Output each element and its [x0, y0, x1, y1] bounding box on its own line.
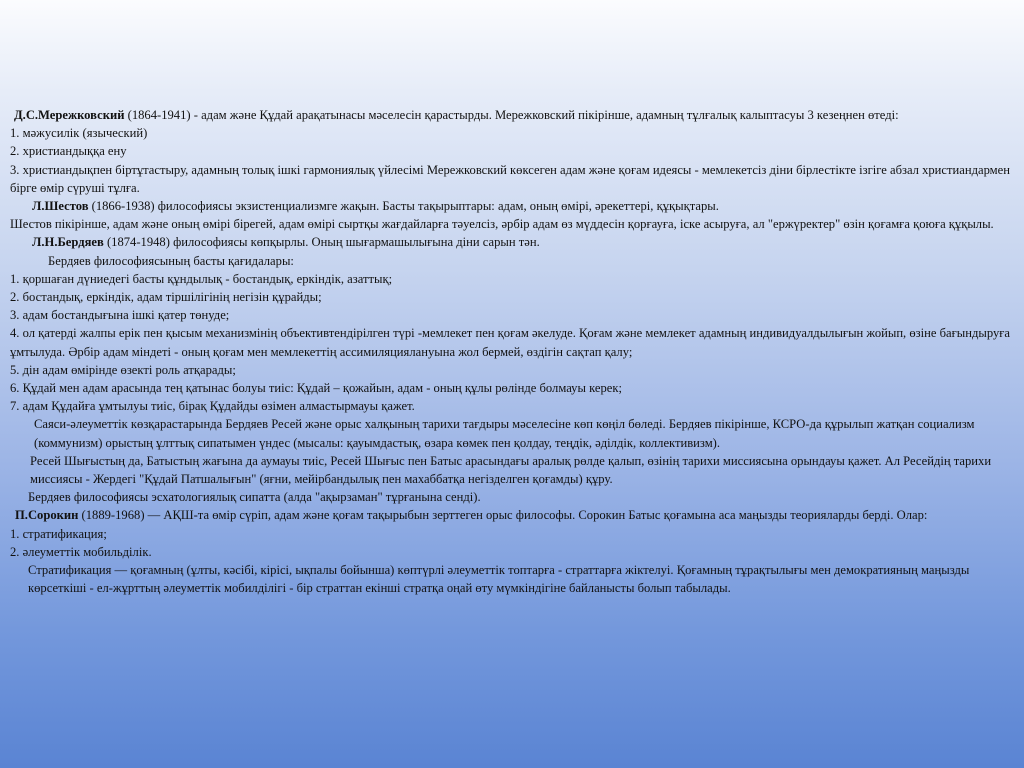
merezhkovsky-paragraph [10, 106, 1016, 124]
list-item: 1. қоршаған дүниедегі басты құндылық - бостандық, еркіндік, азаттық; [10, 271, 393, 286]
berdyaev-paragraph [10, 233, 1016, 251]
list-item: 3. христиандықпен біртұтастыру, адамның толық ішкі гармониялық үйлесімі Мережковский көксеген адам және қоғам идеясы - мемлекетсіз діни бірлестікте ізгіге абзал христиандармен бірге өмір сүруші тұлға. [10, 162, 1010, 195]
list-item: 1. стратификация; [10, 526, 107, 541]
shestov-text: (1866-1938) философиясы экзистенциализмге жақын. Басты тақырыптары: адам, оның өмірі, әрекеттері, құқықтары. [88, 199, 719, 214]
stratification-paragraph: Стратификация — қоғамның (ұлты, кәсібі, кірісі, ықпалы бойынша) көптүрлі әлеуметтік топтарға - страттарға жіктелуі. Қоғамның тұрақтылығы мен демократияның маңызды көрсеткіші - ел-жұрттың әлеуметтік мобилділігі - бір страттан екінші стратқа оңай өту мүмкіндігіне байланысты болып табылады. [28, 563, 970, 596]
merezhkovsky-name: Д.С.Мережковский [14, 108, 125, 122]
merezhkovsky-text: (1864-1941) - адам және Құдай арақатынасы мәселесін қарастырды. Мережковский пікірінше, адамның тұлғалық калыптасуы 3 кезеңнен өтеді: [124, 108, 899, 122]
sorokin-text: (1889-1968) — АҚШ-та өмір сүріп, адам және қоғам тақырыбын зерттеген орыс философы. Сорокин Батыс қоғамына аса маңызды теорияларды берді. Олар: [78, 508, 928, 523]
eschatology-paragraph: Бердяев философиясы эсхатологиялық сипатта (алда "ақырзаман" тұрғанына сенді). [28, 490, 481, 505]
shestov-view-paragraph: Шестов пікірінше, адам және оның өмірі бірегей, адам өмірі сыртқы жағдайларға тәуелсіз, әрбір адам өз мүддесін қорғауға, іске асыруға, ал "ержүректер" өзін қоғамға қоюға құқылы. [10, 217, 994, 232]
list-item: 2. әлеуметтік мобильділік. [10, 544, 152, 559]
shestov-name: Л.Шестов [32, 199, 89, 214]
sorokin-paragraph [10, 506, 1016, 524]
sorokin-name: П.Сорокин [15, 508, 79, 523]
list-item: 1. мәжусилік (язычеcкий) [10, 126, 148, 141]
list-item: 2. бостандық, еркіндік, адам тіршілігінің негізін құрайды; [10, 290, 322, 305]
russia-mission-paragraph: Ресей Шығыстың да, Батыстың жағына да аумауы тиіс, Ресей Шығыс пен Батыс арасындағы аралық рөлде қалып, өзінің тарихи миссиясына орындауы қажет. Ал Ресейдің тарихи миссиясы - Жердегі "Құдай Патшалығын" (яғни, мейірбандылық пен махаббатқа негізделген қоғамды) құру. [30, 453, 992, 487]
list-item: 3. адам бостандығына ішкі қатер төнуде; [10, 308, 230, 323]
list-item: 5. дін адам өмірінде өзекті роль атқарады; [10, 362, 236, 377]
berdyaev-name: Л.Н.Бердяев [32, 235, 104, 250]
list-item: 2. христиандыққа ену [10, 144, 127, 159]
slide-body [10, 106, 1016, 597]
berdyaev-text: (1874-1948) философиясы көпқырлы. Оның шығармашылығына діни сарын тән. [103, 235, 540, 250]
socio-political-paragraph: Саяси-әлеуметтік көзқарастарында Бердяев Ресей және орыс халқының тарихи тағдыры мәселесіне көп көңіл бөледі. Бердяев пікірінше, КСРО-да құрылып жатқан социализм (коммунизм) орыстың ұлттық сипатымен үндес (мысалы: қауымдастық, өзара көмек пен қолдау, теңдік, әділдік, коллективизм). [34, 417, 975, 450]
shestov-paragraph [10, 197, 1016, 215]
berdyaev-principles-heading: Бердяев философиясының басты қағидалары: [48, 253, 294, 268]
list-item: 6. Құдай мен адам арасында тең қатынас болуы тиіс: Құдай – қожайын, адам - оның құлы рөлінде болмауы керек; [10, 381, 622, 396]
list-item: 4. ол қатерді жалпы ерік пен қысым механизмінің объективтендірілген түрі -мемлекет пен қоғам әкелуде. Қоғам және мемлекет адамның индивидуалдылығын жойып, өзіне бағындыруға ұмтылуда. Әрбір адам міндеті - оның қоғам мен мемлекеттің ассимиляциялануына жол бермей, өздігін сақтап қалу; [10, 326, 1011, 359]
list-item: 7. адам Құдайға ұмтылуы тиіс, бірақ Құдайды өзімен алмастырмауы қажет. [10, 399, 415, 414]
